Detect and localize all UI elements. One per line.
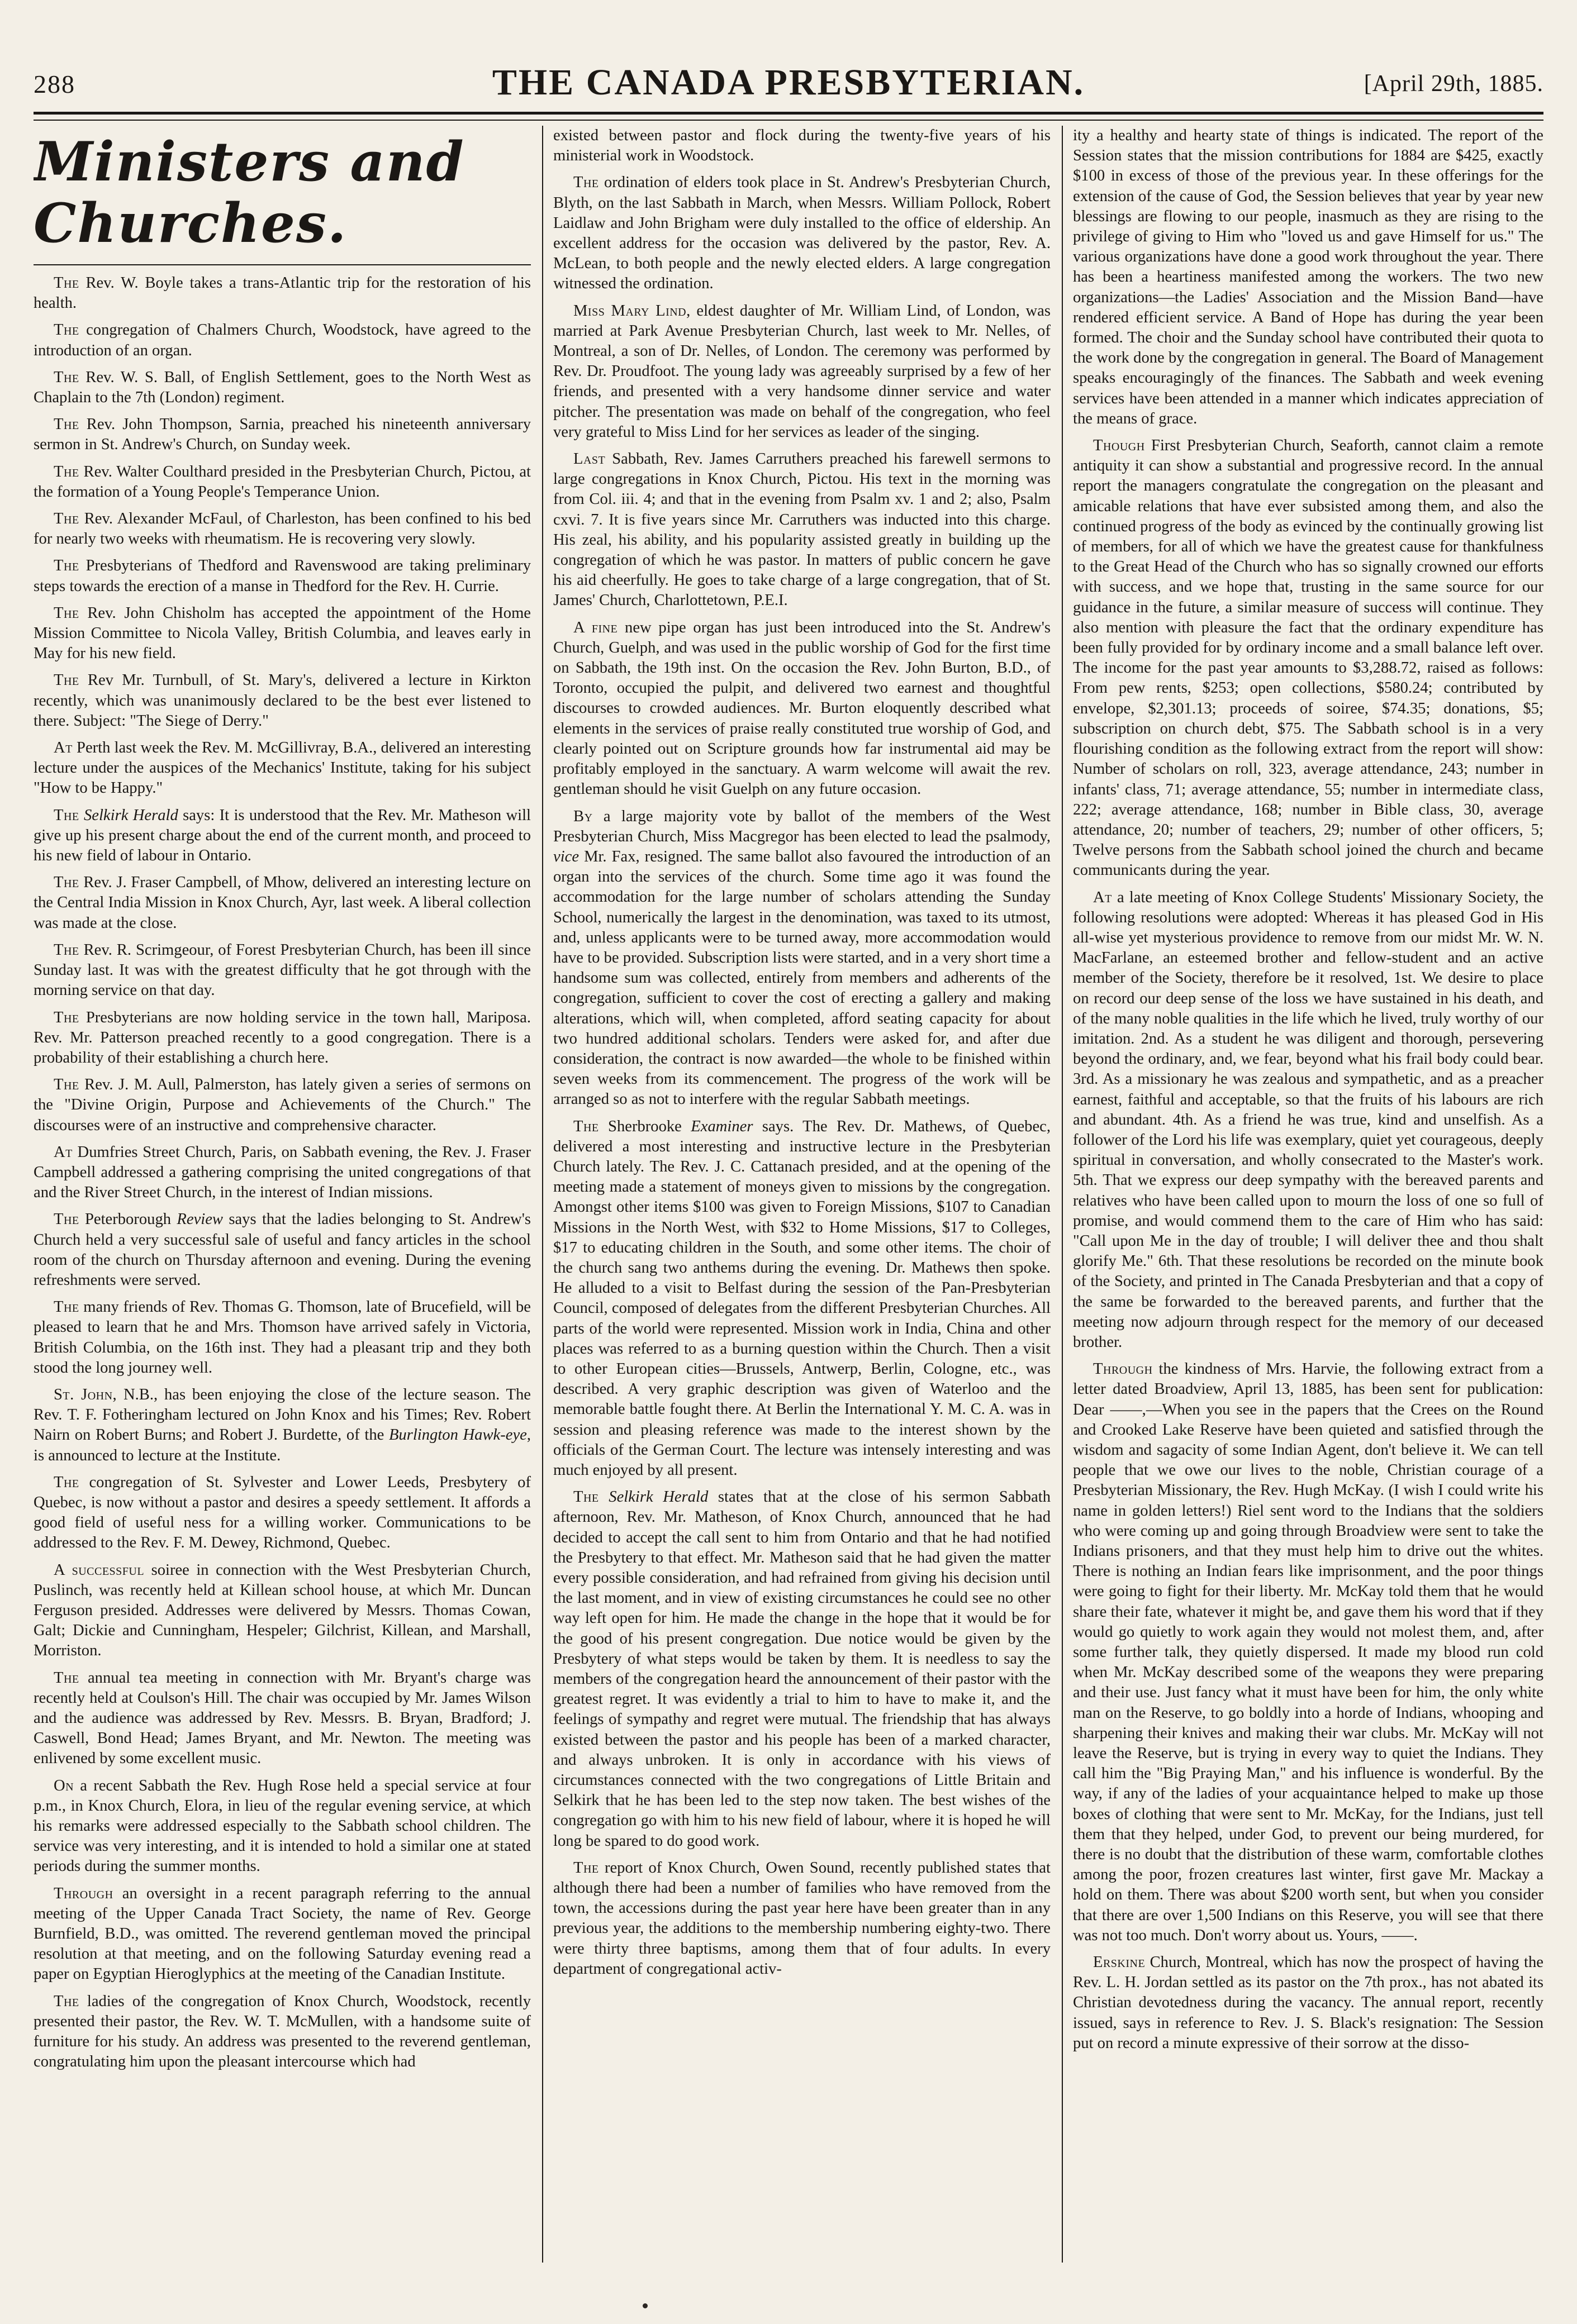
paragraph-text: a large majority vote by ballot of the members of the West Presbyterian Church, Miss Macgregor has been elected to lead the psalmody,	[553, 807, 1051, 845]
paragraph-lead: The	[54, 1298, 79, 1316]
paragraph-lead: The	[573, 1117, 599, 1135]
publication-name: vice	[553, 847, 580, 865]
running-head	[34, 61, 1543, 106]
publication-name: Burlington Hawk-eye	[388, 1426, 527, 1444]
paragraph-text: existed between pastor and flock during the twenty-five years of his ministerial work in Woodstock.	[553, 127, 1051, 165]
paragraph	[553, 1487, 1051, 1851]
paragraph-lead: The	[54, 1992, 79, 2010]
paragraph	[553, 126, 1051, 166]
paragraph	[34, 1668, 531, 1769]
paragraph-text: congregation of St. Sylvester and Lower Leeds, Presbytery of Quebec, is now without a pastor and desires a speedy settlement. It affords a good field of useful ness for a willing worker. Communications to be addressed to the Rev. F. M. Dewey, Richmond, Quebec.	[34, 1473, 531, 1552]
paragraph-lead: Though	[1093, 437, 1145, 455]
ink-speck	[643, 2303, 648, 2308]
paragraph	[553, 1858, 1051, 1979]
paragraph-lead: The	[54, 321, 79, 339]
paragraph-lead: The	[54, 557, 79, 575]
issue-date: [April 29th, 1885.	[1364, 71, 1543, 97]
paragraph	[34, 415, 531, 455]
paragraph-lead: The	[54, 1473, 79, 1491]
paragraph	[34, 670, 531, 731]
paragraph-text: Perth last week the Rev. M. McGillivray, B.A., delivered an interesting lecture under the auspices of the Mechanics' Institute, taking for his subject "How to be Happy."	[34, 739, 531, 797]
paragraph-text: ordination of elders took place in St. Andrew's Presbyterian Church, Blyth, on the last Sabbath in March, when Messrs. William Pollock, Robert Laidlaw and John Brigham were duly installed to the office of eldership. An excellent address for the occasion was delivered by the pastor, Rev. A. McLean, to both people and the newly elected elders. A large congregation witnessed the ordination.	[553, 174, 1051, 293]
header-rule-thick	[34, 112, 1543, 115]
paragraph	[34, 1884, 531, 1985]
paragraph	[34, 1992, 531, 2073]
column-divider	[542, 126, 543, 2263]
column-3	[1073, 126, 1543, 2279]
paragraph-lead: The	[54, 274, 79, 292]
paragraph-text: soiree in connection with the West Presbyterian Church, Puslinch, was recently held at Killean school house, at which Mr. Duncan Ferguson presided. Addresses were delivered by Messrs. Thomas Cowan, Galt; Dickie and Cunningham, Hespeler; Gilchrist, Killean, and Marshall, Morriston.	[34, 1561, 531, 1660]
paragraph	[1073, 126, 1543, 429]
paragraph-lead: The	[54, 806, 79, 824]
paragraph-lead: The	[54, 604, 79, 622]
paragraph-text: new pipe organ has just been introduced into the St. Andrew's Church, Guelph, and was used in the public worship of God for the first time on Sabbath, the 19th inst. On the occasion the Rev. John Burton, B.D., of Toronto, occupied the pulpit, and delivered two earnest and thoughtful discourses to crowded audiences. Mr. Burton eloquently described what elements in the services of praise really constituted true worship of God, and clearly pointed out on Scripture grounds how far instrumental aid may be profitably employed in the sanctuary. A warm welcome will await the rev. gentleman should he visit Guelph on any future occasion.	[553, 618, 1051, 798]
paragraph-lead: At	[1093, 888, 1112, 906]
paragraph-text: eldest daughter of Mr. William Lind, of London, was married at Park Avenue Presbyterian Church, last week to Mr. Nelles, of Montreal, a son of Dr. Nelles, of London. The ceremony was performed by Rev. Dr. Proudfoot. The young lady was agreeably surprised by a few of her friends, and presented with a very handsome dinner service and water pitcher. The presentation was made on behalf of the congregation, who feel very grateful to Miss Lind for her services as leader of the singing.	[553, 302, 1051, 441]
paragraph-text: a recent Sabbath the Rev. Hugh Rose held a special service at four p.m., in Knox Church, Elora, in lieu of the regular evening service, at which his remarks were addressed especially to the Sabbath school children. The service was very interesting, and it is intended to hold a similar one at stated periods during the summer months.	[34, 1777, 531, 1875]
publication-name: Selkirk Herald	[609, 1488, 709, 1506]
paragraph	[34, 320, 531, 360]
paragraph-text: a late meeting of Knox College Students' Missionary Society, the following resolutions were adopted: Whereas it has pleased God in His all-wise yet mysterious providence to remove from our midst Mr. W. N. MacFarlane, an esteemed brother and fellow-student and an active member of the Society, therefore be it resolved, 1st. We desire to place on record our deep sense of the loss we have sustained in his death, and of the many noble qualities in the life which he lived, truly worthy of our imitation. 2nd. As a student he was diligent and thorough, persevering beyond the ordinary, and, we fear, beyond what his frail body could bear. 3rd. As a missionary he was zealous and sympathetic, and as a preacher earnest, faithful and acceptable, so that the fruits of his labours are rich and abundant. 4th. As a friend he was true, kind and unselfish. As a follower of the Lord his life was exemplary, quiet yet courageous, deeply spiritual in conversation, and wholly consecrated to the Master's work. 5th. That we express our deep sympathy with the bereaved parents and relatives who have been called upon to mourn the loss of one so full of promise, and would commend them to the care of Him who has said: "Call upon Me in the day of trouble; I will deliver thee and thou shalt glorify Me." 6th. That these resolutions be recorded on the minute book of the Society, and printed in The Canada Presbyterian and that a copy of the same be forwarded to the bereaved parents, and further that the meeting now adjourn through respect for the memory of our deceased brother.	[1073, 888, 1543, 1351]
publication-name: Review	[177, 1211, 223, 1228]
paragraph-lead: On	[54, 1777, 74, 1794]
paragraph	[34, 940, 531, 1001]
paragraph-text: Sherbrooke	[598, 1117, 691, 1135]
paragraph-text: report of Knox Church, Owen Sound, recently published states that although there had been a number of families who have removed from the town, the accessions during the past year here have been greater than in any previous year, the additions to the membership numbering eighty-two. There were thirty three baptisms, among them that of four adults. In every department of congregational activ-	[553, 1859, 1051, 1978]
paragraph-text: states that at the close of his sermon Sabbath afternoon, Rev. Mr. Matheson, of Knox Church, announced that he had decided to accept the call sent to him from Ontario and that he had notified the Presbytery to that effect. Mr. Matheson said that he had given the matter every possible consideration, and had refrained from giving his decision until the last moment, and in view of existing circumstances he could see no other way left open for him. He made the change in the hope that it would be for the good of his present congregation. Due notice would be given by the Presbytery of what steps would be taken by them. It is needless to say the members of the congregation heard the announcement of their pastor with the greatest regret. It was evidently a trial to him to have to make it, and the feelings of sympathy and regret were mutual. The friendship that has always existed between the pastor and his people has been of a marked character, and always unbroken. It is only in accordance with his views of circumstances connected with the two congregations of Little Britain and Selkirk that he has been led to the step now taken. The best wishes of the congregation go with him to his new field of labour, where it is hoped he will long be spared to do good work.	[553, 1488, 1051, 1850]
paragraph-lead: Through	[54, 1884, 113, 1902]
paragraph-text: Rev. J. M. Aull, Palmerston, has lately given a series of sermons on the "Divine Origin, Purpose and Achievements of the Church." The discourses were of an instructive and comprehensive character.	[34, 1076, 531, 1134]
paragraph-text: Peterborough	[79, 1211, 177, 1228]
paragraph-text: Presbyterians of Thedford and Ravenswood are taking preliminary steps towards the erection of a manse in Thedford for the Rev. H. Currie.	[34, 557, 531, 595]
paragraph	[34, 1209, 531, 1290]
paragraph-lead: The	[54, 510, 79, 528]
paragraph	[34, 462, 531, 502]
paragraph	[34, 556, 531, 596]
paragraph-lead: Through	[1093, 1360, 1153, 1378]
publication-name: Examiner	[691, 1117, 753, 1135]
paragraph-text: an oversight in a recent paragraph referring to the annual meeting of the Upper Canada Tract Society, the name of Rev. George Burnfield, B.D., was omitted. The reverend gentleman moved the principal resolution at that meeting, and on the following Saturday evening read a paper on Egyptian Hieroglyphics at the meeting of the Canadian Institute.	[34, 1884, 531, 1983]
paragraph	[34, 368, 531, 408]
paragraph-text: Rev. Walter Coulthard presided in the Presbyterian Church, Pictou, at the formation of a Young People's Temperance Union.	[34, 463, 531, 501]
column-1	[34, 126, 531, 2279]
paragraph-lead: Last	[573, 450, 606, 468]
paragraph-text: Rev. W. Boyle takes a trans-Atlantic trip for the restoration of his health.	[34, 274, 531, 312]
paragraph-lead: The	[54, 416, 79, 434]
paragraph	[34, 273, 531, 313]
paragraph-text: Rev. W. S. Ball, of English Settlement, goes to the North West as Chaplain to the 7th (London) regiment.	[34, 368, 531, 407]
paragraph	[1073, 888, 1543, 1353]
paragraph-lead: The	[54, 1669, 79, 1687]
paragraph-text: First Presbyterian Church, Seaforth, cannot claim a remote antiquity it can show a substantial and progressive record. In the annual report the managers congratulate the congregation on the pleasant and amicable relations that have ever subsisted among them, and also the continued progress of the body as evinced by the continually growing list of members, for all of which we have the greatest cause for thankfulness to the Great Head of the Church who has so signally crowned our efforts with success, and we hope that, trusting in the same source for our guidance in the future, a similar measure of success will continue. They also mention with pleasure the fact that the ordinary expenditure has been fully provided for by ordinary income and a small balance left over. The income for the past year amounts to $3,288.72, raised as follows: From pew rents, $253; open collections, $580.24; contributed by envelope, $2,301.13; proceeds of soiree, $74.35; donations, $5; subscription on church debt, $75. The Sabbath school is in a very flourishing condition as the following extract from the report will show: Number of scholars on roll, 323, average attendance, 243; number in infants' class, 71; average attendance, 55; number in intermediate class, 222; average attendance, 168; number in Bible class, 30, average attendance, 20; number of teachers, 29; number of other officers, 5; Twelve persons from the Sabbath school joined the church and became communicants during the year.	[1073, 437, 1543, 879]
paragraph	[34, 1008, 531, 1069]
paragraph-text: Rev. John Chisholm has accepted the appointment of the Home Mission Committee to Nicola Valley, British Columbia, and leaves early in May for his new field.	[34, 604, 531, 663]
paragraph-text: says: It is understood that the Rev. Mr. Matheson will give up his present charge about the end of the current month, and proceed to his new field of labour in Ontario.	[34, 806, 531, 865]
paragraph-lead: The	[54, 1008, 79, 1026]
paragraph-text: Dumfries Street Church, Paris, on Sabbath evening, the Rev. J. Fraser Campbell addressed a gathering comprising the united congregations of that and the River Street Church, in the interest of Indian missions.	[34, 1143, 531, 1202]
publication-name: Selkirk Herald	[84, 806, 178, 824]
paragraph-lead: The	[54, 1211, 79, 1228]
paragraph	[34, 1385, 531, 1466]
paragraph-text: Sabbath, Rev. James Carruthers preached his farewell sermons to large congregations in Knox Church, Pictou. His text in the morning was from Col. iii. 4; and that in the evening from Psalm xv. 1 and 2; also, Psalm cxvi. 7. It is five years since Mr. Carruthers was inducted into this charge. His zeal, his ability, and his popularity assisted greatly in building up the congregation of which he was pastor. In matters of public concern he gave his aid cheerfully. He goes to take charge of a large congregation, that of St. James' Church, Charlottetown, P.E.I.	[553, 450, 1051, 609]
paragraph	[34, 1473, 531, 1554]
paragraph-lead: The	[54, 941, 79, 959]
section-title: Ministers and Churches.	[34, 130, 465, 255]
paragraph-lead: Erskine	[1093, 1954, 1146, 1971]
paragraph	[34, 1142, 531, 1203]
paragraph-text: , is announced to lecture at the Institute.	[34, 1426, 531, 1464]
paragraph-lead: A successful	[54, 1561, 145, 1579]
paragraph-lead: The	[54, 1076, 79, 1094]
paragraph	[1073, 1359, 1543, 1946]
paragraph	[34, 603, 531, 664]
paragraph-lead: The	[573, 174, 599, 192]
paragraph	[34, 509, 531, 549]
paragraph-text: Mr. Fax, resigned. The same ballot also favoured the introduction of an organ into the services of the church. Some time ago it was found the accommodation for the large number of scholars attending the Sunday School, numerically the largest in the denomination, was taxed to its utmost, and, unless applicants were to be turned away, more accommodation would have to be provided. Subscription lists were started, and in a very short time a handsome sum was collected, entirely from members and adherents of the congregation, sufficient to cover the cost of erecting a gallery and making alterations, which will, when completed, afford seating capacity for about two hundred additional scholars. Tenders were asked for, and after due consideration, the contract is now awarded—the whole to be finished within seven weeks from its commencement. The progress of the work will be arranged so as not to interfere with the regular Sabbath meetings.	[553, 847, 1051, 1108]
paragraph-text: Rev. R. Scrimgeour, of Forest Presbyterian Church, has been ill since Sunday last. It was with the greatest difficulty that he got through with the morning service on that day.	[34, 941, 531, 999]
column-2-body	[553, 126, 1051, 1979]
paragraph-text: Rev. J. Fraser Campbell, of Mhow, delivered an interesting lecture on the Central India Mission in Knox Church, Ayr, last week. A liberal collection was made at the close.	[34, 874, 531, 932]
paragraph-lead: The	[54, 463, 79, 480]
paragraph	[34, 1776, 531, 1877]
paragraph-lead: A fine	[573, 618, 618, 636]
header-rule-thin	[34, 120, 1543, 121]
paragraph-lead: The	[54, 874, 79, 892]
paragraph	[34, 1075, 531, 1136]
column-3-body	[1073, 126, 1543, 2054]
paragraph-text: Presbyterians are now holding service in the town hall, Mariposa. Rev. Mr. Patterson preached recently to a good congregation. There is a probability of their establishing a church here.	[34, 1008, 531, 1066]
paragraph-lead: At	[54, 739, 73, 757]
paragraph-text: N.B., has been enjoying the close of the lecture season. The Rev. T. F. Fotheringham lectured on John Knox and his Times; Rev. Robert Nairn on Robert Burns; and Robert J. Burdette, of the	[34, 1385, 531, 1444]
column-divider	[1062, 126, 1063, 2263]
page-number: 288	[34, 70, 75, 98]
newspaper-title: THE CANADA PRESBYTERIAN.	[492, 62, 1085, 103]
paragraph	[34, 1297, 531, 1378]
paragraph-lead: The	[573, 1859, 599, 1877]
paragraph-text: ladies of the congregation of Knox Church, Woodstock, recently presented their pastor, the Rev. W. T. McMullen, with a handsome suite of furniture for his study. An address was presented to the reverend gentleman, congratulating him upon the pleasant intercourse which had	[34, 1992, 531, 2071]
paragraph	[34, 806, 531, 866]
paragraph-text: the kindness of Mrs. Harvie, the following extract from a letter dated Broadview, April 13, 1885, has been sent for publication: Dear ——,—When you see in the papers that the Crees on the Round and Crooked Lake Reserve have been quieted and satisfied through the wisdom and sagacity of some Indian Agent, don't believe it. We can tell people that we owe our lives to the noble, Christian courage of a Presbyterian Missionary, the Rev. Hugh McKay. (I wish I could write his name in golden letters!) Riel sent word to the Indians that the soldiers who were coming up and going through Broadview were sent to take the Indians prisoners, and that they must help him to drive out the whites. There is nothing an Indian fears like imprisonment, and the poor things were going to fight for their liberty. Mr. McKay told them that he would share their fate, whatever it might be, and gave them his word that if they would go quietly to work again they would not molest them, and, after some further talk, they quietly dispersed. It made my blood run cold when Mr. McKay described some of the weapons they were preparing and their use. Just fancy what it must have been for him, the only white man on the Reserve, to go boldly into a horde of Indians, whooping and sharpening their knives and making their war clubs. Mr. McKay will not leave the Reserve, but is trying in every way to quiet the Indians. They call him the "Big Praying Man," and his influence is wonderful. By the way, if any of the ladies of your acquaintance helped to make up those boxes of clothing that were sent to Mr. McKay, for the Indians, just tell them that they helped, under God, to prevent our being murdered, for there is no doubt that the distribution of these warm, comfortable clothes among the poor, frozen creatures last winter, first gave Mr. Mackay a hold on them. There was about $200 worth sent, but when you consider that there are over 1,500 Indians on this Reserve, you will see that there was not too much. Don't worry about us. Yours, ——.	[1073, 1360, 1543, 1944]
paragraph-lead: The	[573, 1488, 599, 1506]
paragraph	[1073, 436, 1543, 880]
paragraph	[553, 449, 1051, 611]
paragraph	[34, 873, 531, 934]
paragraph-text: ity a healthy and hearty state of things is indicated. The report of the Session states that the mission contributions for 1884 are $425, exactly $100 in excess of those of the previous year. In these offerings for the extension of the cause of God, the Session believes that year by year new blessings are flowing to our people, inasmuch as they are rising to the privilege of giving to Him who "loved us and gave Himself for us." The various organizations have done a good work throughout the year. There has been a heartiness manifested among the workers. The two new organizations—the Ladies' Association and the Mission Band—have rendered efficient service. A Band of Hope has during the year been formed. The choir and the Sunday school have contributed their quota to the work done by the congregation in general. The Board of Management speaks encouragingly of the finances. The Sabbath and week evening services have been attended in a manner which indicates appreciation of the means of grace.	[1073, 127, 1543, 427]
paragraph	[1073, 1952, 1543, 2054]
paragraph-text: says that the ladies belonging to St. Andrew's Church held a very successful sale of useful and fancy articles in the school room of the church on Thursday afternoon and evening. During the evening refreshments were served.	[34, 1211, 531, 1289]
paragraph	[553, 1117, 1051, 1481]
paragraph-lead: The	[54, 672, 79, 689]
paragraph-lead: At	[54, 1143, 73, 1161]
paragraph	[34, 738, 531, 799]
paragraph-text: Church, Montreal, which has now the prospect of having the Rev. L. H. Jordan settled as its pastor on the 7th prox., has not abated its Christian devotedness during the vacancy. The annual report, recently issued, says in reference to Rev. J. S. Black's resignation: The Session put on record a minute expressive of their sorrow at the disso-	[1073, 1954, 1543, 2052]
paragraph-lead: Miss Mary Lind,	[573, 302, 691, 320]
column-1-body	[34, 273, 531, 2072]
paragraph-lead: St. John,	[54, 1385, 117, 1403]
paragraph-text: Rev. Alexander McFaul, of Charleston, has been confined to his bed for nearly two weeks with rheumatism. He is recovering very slowly.	[34, 510, 531, 548]
paragraph	[553, 807, 1051, 1110]
paragraph-text: Rev Mr. Turnbull, of St. Mary's, delivered a lecture in Kirkton recently, which was unanimously declared to be the best ever listened to there. Subject: "The Siege of Derry."	[34, 672, 531, 730]
paragraph-lead: The	[54, 368, 79, 386]
column-2	[553, 126, 1051, 2279]
section-rule	[34, 264, 531, 265]
paragraph	[553, 173, 1051, 294]
paragraph-text: Rev. John Thompson, Sarnia, preached his nineteenth anniversary sermon in St. Andrew's Church, on Sunday week.	[34, 416, 531, 454]
paragraph-text: annual tea meeting in connection with Mr. Bryant's charge was recently held at Coulson's Hill. The chair was occupied by Mr. James Wilson and the audience was addressed by Rev. Messrs. B. Bryan, Bradford; J. Caswell, Bond Head; James Bryant, and Mr. Newton. The meeting was enlivened by some excellent music.	[34, 1669, 531, 1768]
paragraph	[553, 618, 1051, 800]
paragraph-lead: By	[573, 807, 593, 825]
paragraph-text: congregation of Chalmers Church, Woodstock, have agreed to the introduction of an organ.	[34, 321, 531, 359]
paragraph-text: many friends of Rev. Thomas G. Thomson, late of Brucefield, will be pleased to learn that he and Mrs. Thomson have arrived safely in Victoria, British Columbia, on the 16th inst. They had a pleasant trip and they both stood the long journey well.	[34, 1298, 531, 1377]
paragraph	[553, 301, 1051, 442]
paragraph	[34, 1560, 531, 1661]
paragraph-text: says. The Rev. Dr. Mathews, of Quebec, delivered a most interesting and instructive lecture in the Presbyterian Church lately. The Rev. J. C. Cattanach presided, and at the opening of the meeting made a statement of moneys given to missions by the congregation. Amongst other items $100 was given to Foreign Missions, $107 to Canadian Missions in the North West, with $32 to Home Missions, $17 to Colleges, $17 to educating children in the South, and some other items. The choir of the church sang two anthems during the evening. Dr. Mathews then spoke. He alluded to a visit to Belfast during the session of the Pan-Presbyterian Council, composed of delegates from the different Presbyterian Churches. All parts of the world were represented. Mission work in India, China and other places was referred to as a burning question within the Church. Then a visit to other European cities—Brussels, Antwerp, Berlin, Cologne, etc., was described. A very graphic description was given of Waterloo and the memorable battle fought there. At Berlin the International Y. M. C. A. was in session and pleasing reference was made to the interest shown by the officials of the German Court. The lecture was intensely interesting and was much enjoyed by all present.	[553, 1117, 1051, 1479]
